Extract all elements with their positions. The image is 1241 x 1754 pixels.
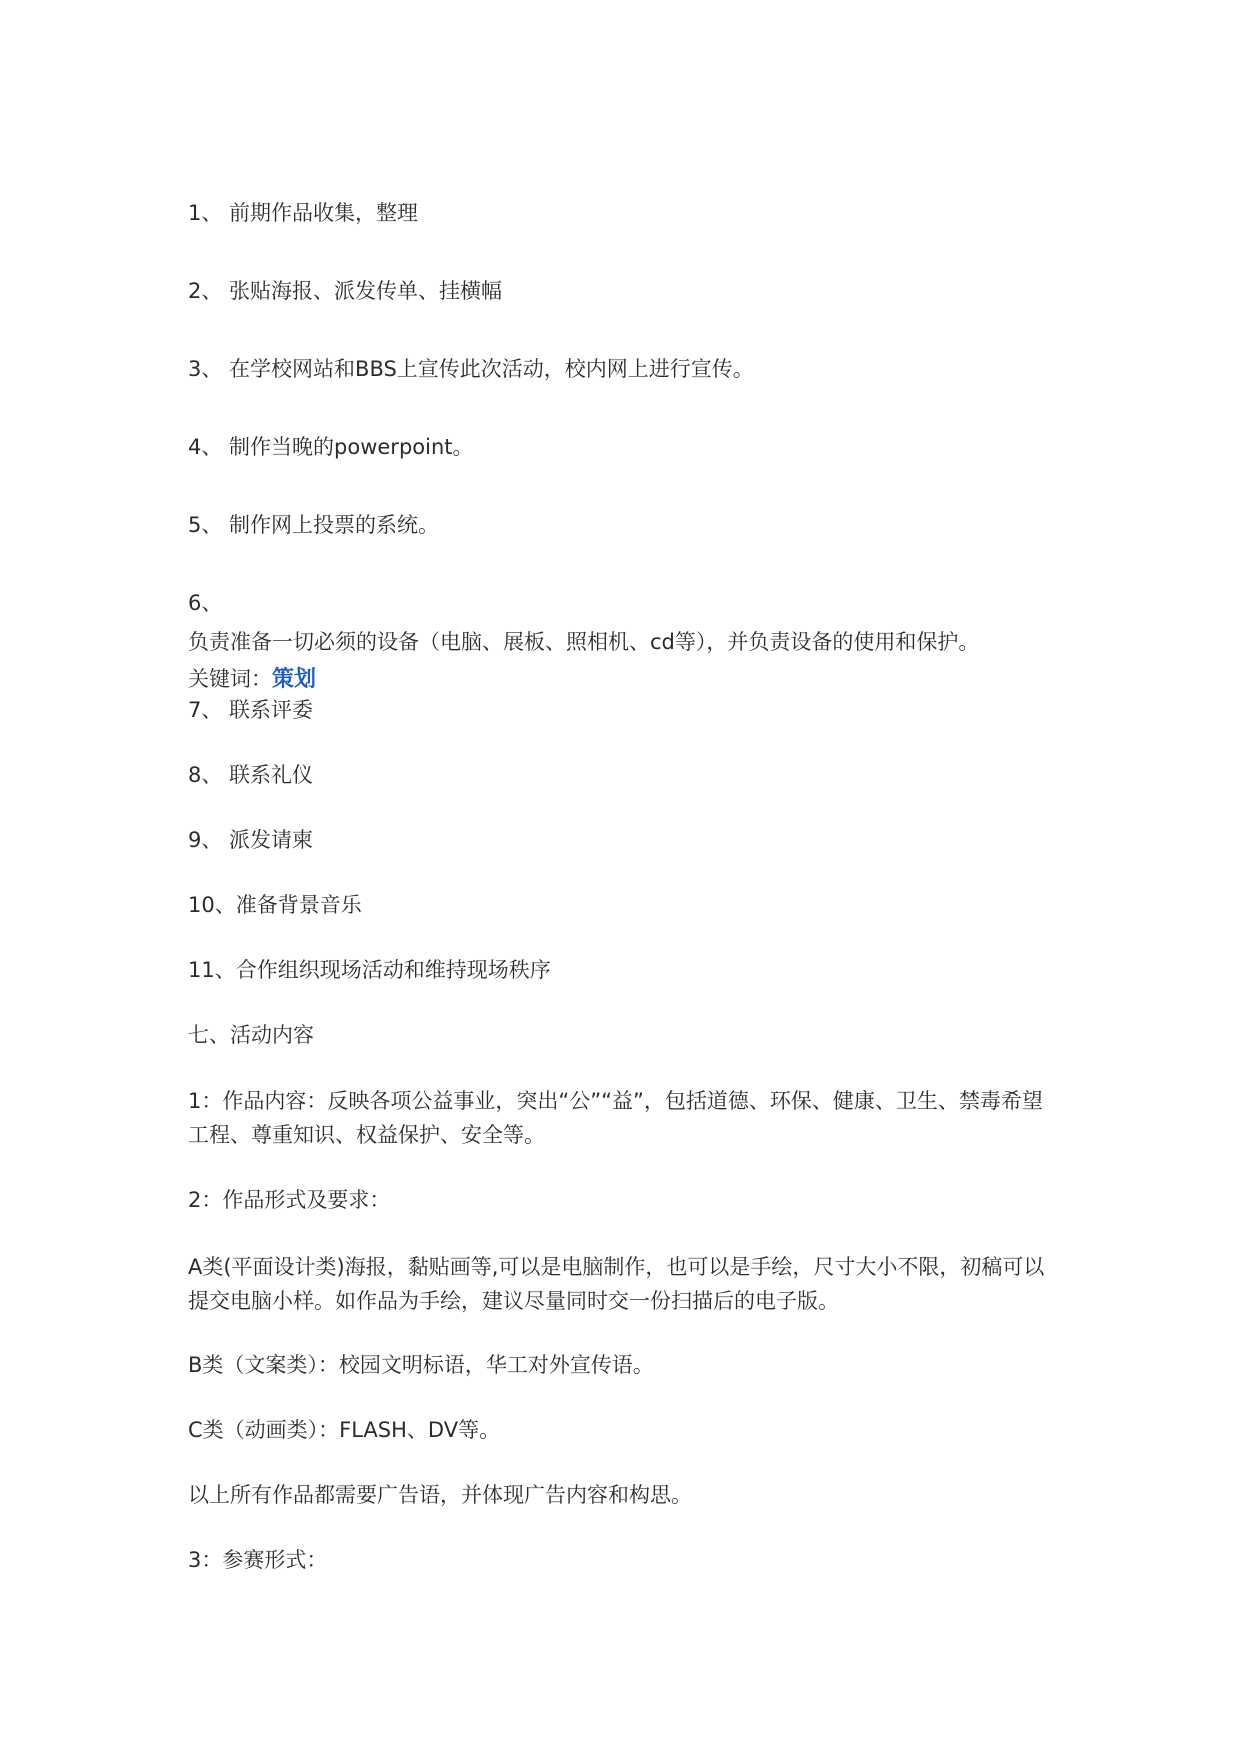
list-item-6-number: 6、 [188, 591, 223, 615]
list-item-6-text: 负责准备一切必须的设备（电脑、展板、照相机、cd等），并负责设备的使用和保护。 [188, 630, 980, 654]
list-item-9: 9、 派发请柬 [188, 828, 314, 852]
all-works-note: 以上所有作品都需要广告语，并体现广告内容和构思。 [188, 1483, 692, 1507]
list-item-7: 7、 联系评委 [188, 698, 314, 722]
class-b-description: B类（文案类）：校园文明标语，华工对外宣传语。 [188, 1353, 654, 1377]
list-item-1: 1、 前期作品收集，整理 [188, 201, 419, 225]
content-item-2: 2：作品形式及要求： [188, 1188, 391, 1212]
list-item-10: 10、准备背景音乐 [188, 893, 362, 917]
class-c-description: C类（动画类）：FLASH、DV等。 [188, 1418, 501, 1442]
list-item-3: 3、 在学校网站和BBS上宣传此次活动，校内网上进行宣传。 [188, 357, 754, 381]
class-a-description: A类(平面设计类)海报，黏贴画等,可以是电脑制作，也可以是手绘，尺寸大小不限，初稿可以提交电脑小样。如作品为手绘，建议尽量同时交一份扫描后的电子版。 [188, 1255, 1045, 1313]
content-item-1: 1：作品内容：反映各项公益事业，突出“公”“益”，包括道德、环保、健康、卫生、禁毒希望工程、尊重知识、权益保护、安全等。 [188, 1089, 1043, 1147]
section-heading: 七、活动内容 [188, 1023, 314, 1047]
list-item-8: 8、 联系礼仪 [188, 763, 314, 787]
list-item-11: 11、合作组织现场活动和维持现场秩序 [188, 958, 551, 982]
list-item-4: 4、 制作当晚的powerpoint。 [188, 435, 474, 459]
list-item-5: 5、 制作网上投票的系统。 [188, 513, 440, 537]
content-item-3: 3：参赛形式： [188, 1548, 328, 1572]
keywords-label: 关键词： [188, 667, 272, 691]
keyword-link[interactable]: 策划 [272, 667, 317, 692]
list-item-2: 2、 张贴海报、派发传单、挂横幅 [188, 279, 503, 303]
